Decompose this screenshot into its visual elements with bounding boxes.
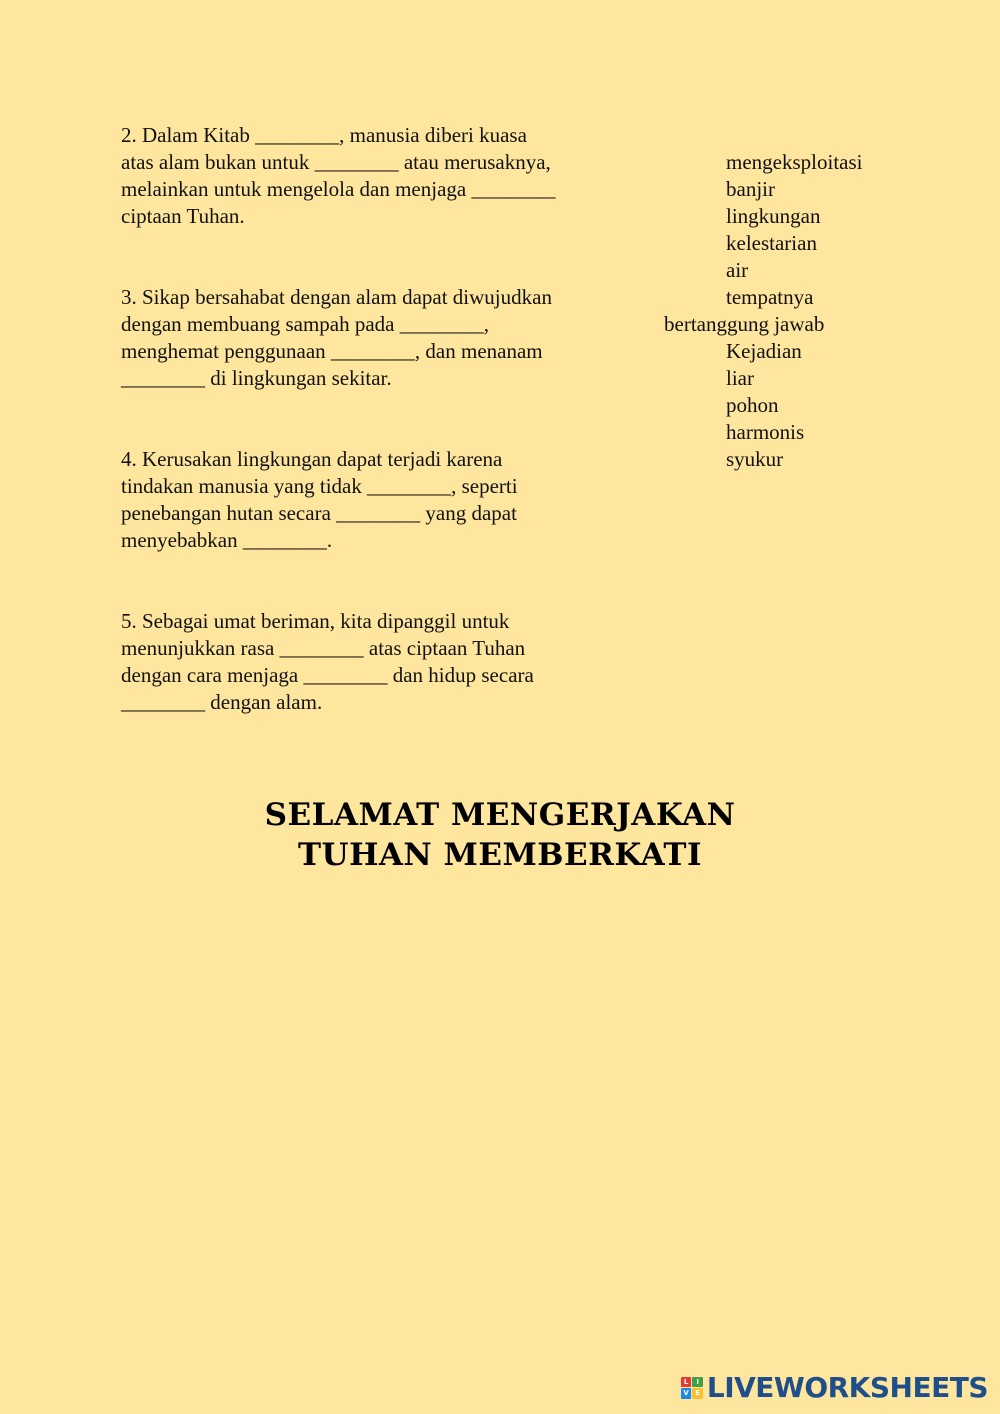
closing-message bbox=[0, 795, 1000, 875]
logo-letter: E bbox=[692, 1388, 703, 1399]
question-line: menghemat penggunaan ________, dan menanam bbox=[121, 339, 543, 363]
question-line: dengan cara menjaga ________ dan hidup secara bbox=[121, 663, 534, 687]
brand-text: LIVEWORKSHEETS bbox=[706, 1371, 988, 1404]
word-bank-item: bertanggung jawab bbox=[664, 312, 825, 336]
question-line: 5. Sebagai umat beriman, kita dipanggil untuk bbox=[121, 609, 510, 633]
word-bank-item: kelestarian bbox=[726, 231, 817, 255]
question-line: menunjukkan rasa ________ atas ciptaan Tuhan bbox=[121, 636, 526, 660]
logo-letter: L bbox=[681, 1377, 692, 1388]
closing-line-2: TUHAN MEMBERKATI bbox=[297, 837, 703, 873]
word-bank-item: Kejadian bbox=[726, 339, 802, 363]
question-line: ________ di lingkungan sekitar. bbox=[121, 366, 392, 390]
closing-line-1: SELAMAT MENGERJAKAN bbox=[264, 797, 736, 833]
question-line: atas alam bukan untuk ________ atau merusaknya, bbox=[121, 150, 551, 174]
question-line: tindakan manusia yang tidak ________, seperti bbox=[121, 474, 518, 498]
question-line: 4. Kerusakan lingkungan dapat terjadi karena bbox=[121, 447, 503, 471]
word-bank bbox=[664, 149, 904, 473]
question-5 bbox=[121, 608, 534, 716]
word-bank-item: syukur bbox=[726, 447, 784, 471]
question-4 bbox=[121, 446, 518, 554]
question-3 bbox=[121, 284, 552, 392]
question-line: ciptaan Tuhan. bbox=[121, 204, 245, 228]
word-bank-item: pohon bbox=[726, 393, 779, 417]
question-line: melainkan untuk mengelola dan menjaga ________ bbox=[121, 177, 556, 201]
question-2 bbox=[121, 122, 555, 230]
logo-letter: V bbox=[681, 1388, 692, 1399]
liveworksheets-brand bbox=[681, 1371, 988, 1404]
word-bank-item: harmonis bbox=[726, 420, 805, 444]
liveworksheets-logo-icon bbox=[681, 1377, 703, 1399]
logo-letter: I bbox=[692, 1377, 703, 1388]
word-bank-item: lingkungan bbox=[726, 204, 821, 228]
question-line: ________ dengan alam. bbox=[121, 690, 323, 714]
question-line: dengan membuang sampah pada ________, bbox=[121, 312, 489, 336]
question-line: menyebabkan ________. bbox=[121, 528, 333, 552]
question-line: 3. Sikap bersahabat dengan alam dapat diwujudkan bbox=[121, 285, 552, 309]
word-bank-item: banjir bbox=[726, 177, 775, 201]
word-bank-item: tempatnya bbox=[726, 285, 814, 309]
word-bank-item: mengeksploitasi bbox=[726, 150, 863, 174]
word-bank-item: air bbox=[726, 258, 749, 282]
question-line: 2. Dalam Kitab ________, manusia diberi kuasa bbox=[121, 123, 527, 147]
question-line: penebangan hutan secara ________ yang dapat bbox=[121, 501, 517, 525]
word-bank-item: liar bbox=[726, 366, 754, 390]
